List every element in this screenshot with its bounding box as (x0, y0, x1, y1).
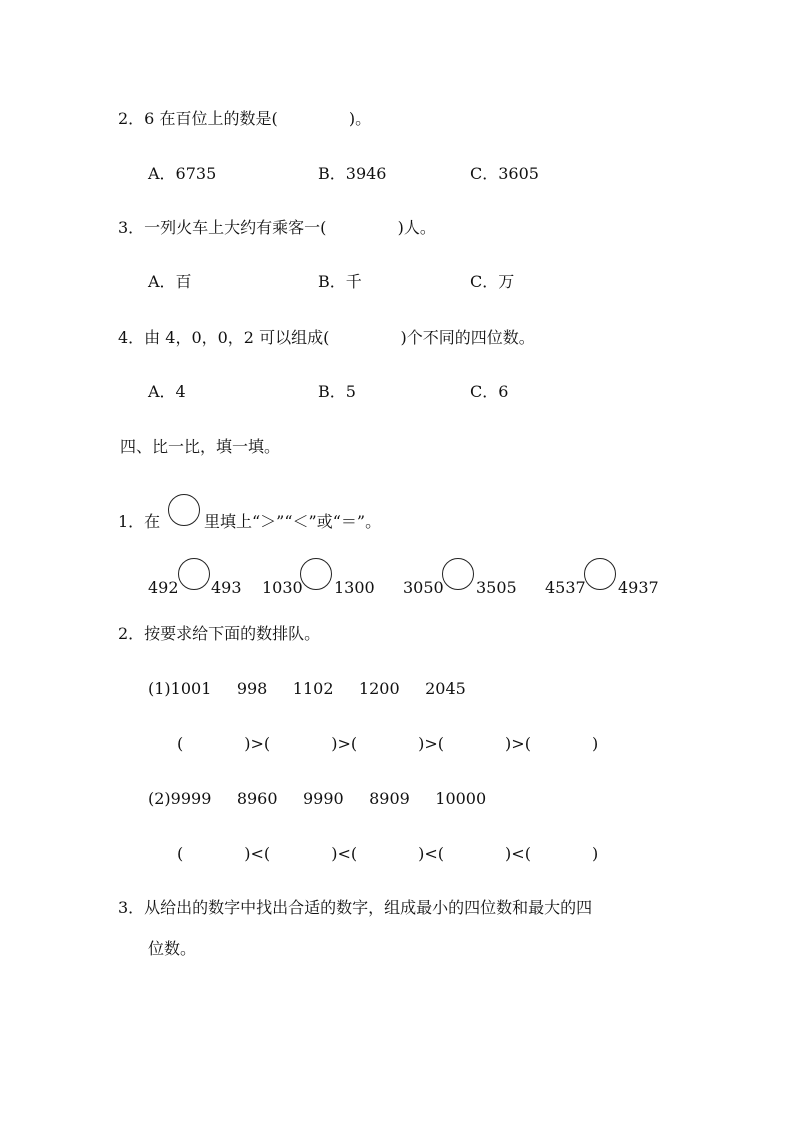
compare-circle-1[interactable] (178, 558, 210, 590)
item-2-stem: 2．按要求给下面的数排队。 (118, 624, 321, 643)
compare-right-3: 3505 (476, 578, 517, 597)
compare-right-1: 493 (211, 578, 242, 597)
compare-circle-4[interactable] (584, 558, 616, 590)
item-1-prefix: 1．在 (118, 512, 161, 531)
question-2-stem: 2．6 在百位上的数是( )。 (118, 109, 372, 128)
item-1-suffix: 里填上“＞”“＜”或“＝”。 (204, 512, 382, 531)
section-4-title: 四、比一比，填一填。 (120, 437, 281, 456)
question-4-option-a: A．4 (148, 382, 186, 401)
question-3-option-c: C．万 (470, 272, 515, 291)
item-3-line-2: 位数。 (148, 939, 197, 958)
question-4-option-b: B．5 (318, 382, 356, 401)
question-2-option-a: A．6735 (148, 164, 217, 183)
question-2-option-c: C．3605 (470, 164, 539, 183)
compare-left-3: 3050 (403, 578, 444, 597)
part-1-blanks[interactable]: ( )>( )>( )>( )>( ) (177, 734, 599, 753)
compare-right-2: 1300 (334, 578, 375, 597)
compare-left-1: 492 (148, 578, 179, 597)
question-4-stem: 4．由 4，0，0，2 可以组成( )个不同的四位数。 (118, 328, 535, 347)
compare-left-2: 1030 (262, 578, 303, 597)
part-2-numbers: (2)9999 8960 9990 8909 10000 (148, 789, 487, 808)
part-1-numbers: (1)1001 998 1102 1200 2045 (148, 679, 466, 698)
compare-circle-3[interactable] (442, 558, 474, 590)
part-2-blanks[interactable]: ( )<( )<( )<( )<( ) (177, 844, 599, 863)
question-3-option-a: A．百 (148, 272, 192, 291)
compare-right-4: 4937 (618, 578, 659, 597)
question-2-option-b: B．3946 (318, 164, 387, 183)
question-3-stem: 3．一列火车上大约有乘客一( )人。 (118, 218, 436, 237)
compare-left-4: 4537 (545, 578, 586, 597)
question-4-option-c: C．6 (470, 382, 509, 401)
question-3-option-b: B．千 (318, 272, 362, 291)
answer-circle-icon[interactable] (168, 494, 200, 526)
compare-circle-2[interactable] (300, 558, 332, 590)
item-3-line-1: 3．从给出的数字中找出合适的数字，组成最小的四位数和最大的四 (118, 898, 593, 917)
